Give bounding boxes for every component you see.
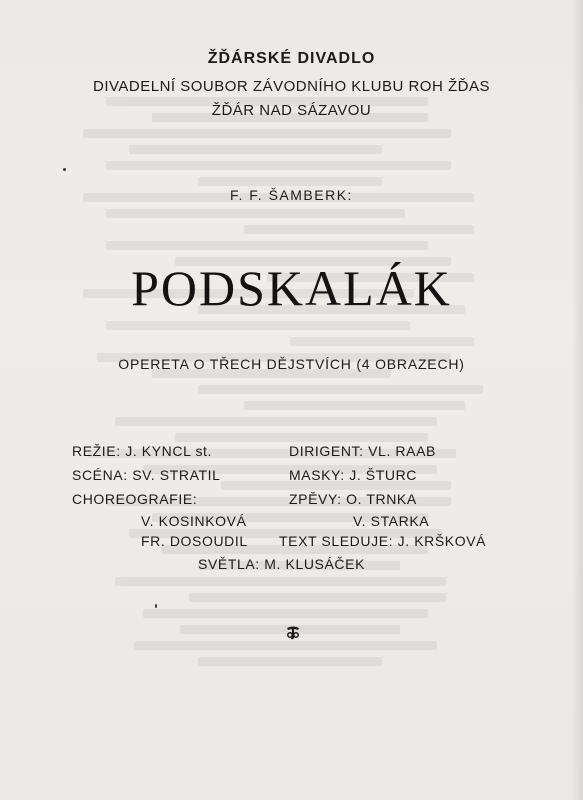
play-title: PODSKALÁK <box>131 260 452 316</box>
credit-singing-2: V. STARKA <box>353 513 430 529</box>
credit-lighting: SVĚTLA: M. KLUSÁČEK <box>198 556 366 572</box>
town-name: ŽĎÁR NAD SÁZAVOU <box>211 102 372 119</box>
author-line: F. F. ŠAMBERK: <box>230 187 353 203</box>
credit-prompter: TEXT SLEDUJE: J. KRŠKOVÁ <box>279 533 487 549</box>
credit-scenery: SCÉNA: SV. STRATIL <box>72 467 221 483</box>
play-subtitle: OPERETA O TŘECH DĚJSTVÍCH (4 OBRAZECH) <box>118 356 465 372</box>
credit-director: REŽIE: J. KYNCL st. <box>72 443 213 459</box>
theatre-emblem-icon <box>284 624 302 642</box>
credit-conductor: DIRIGENT: VL. RAAB <box>289 443 436 459</box>
credit-makeup: MASKY: J. ŠTURC <box>289 467 418 483</box>
credit-choreography-label: CHOREOGRAFIE: <box>72 491 198 507</box>
page-edge-shadow <box>571 0 583 800</box>
credit-singing: ZPĚVY: O. TRNKA <box>289 491 417 507</box>
paper-speck <box>63 168 66 171</box>
paper-speck <box>155 604 157 608</box>
ensemble-name: DIVADELNÍ SOUBOR ZÁVODNÍHO KLUBU ROH ŽĎAS <box>93 78 490 95</box>
credit-choreographer-1: V. KOSINKOVÁ <box>141 513 247 529</box>
theatre-name: ŽĎÁRSKÉ DIVADLO <box>207 50 376 67</box>
credit-choreographer-2: FR. DOSOUDIL <box>141 533 248 549</box>
